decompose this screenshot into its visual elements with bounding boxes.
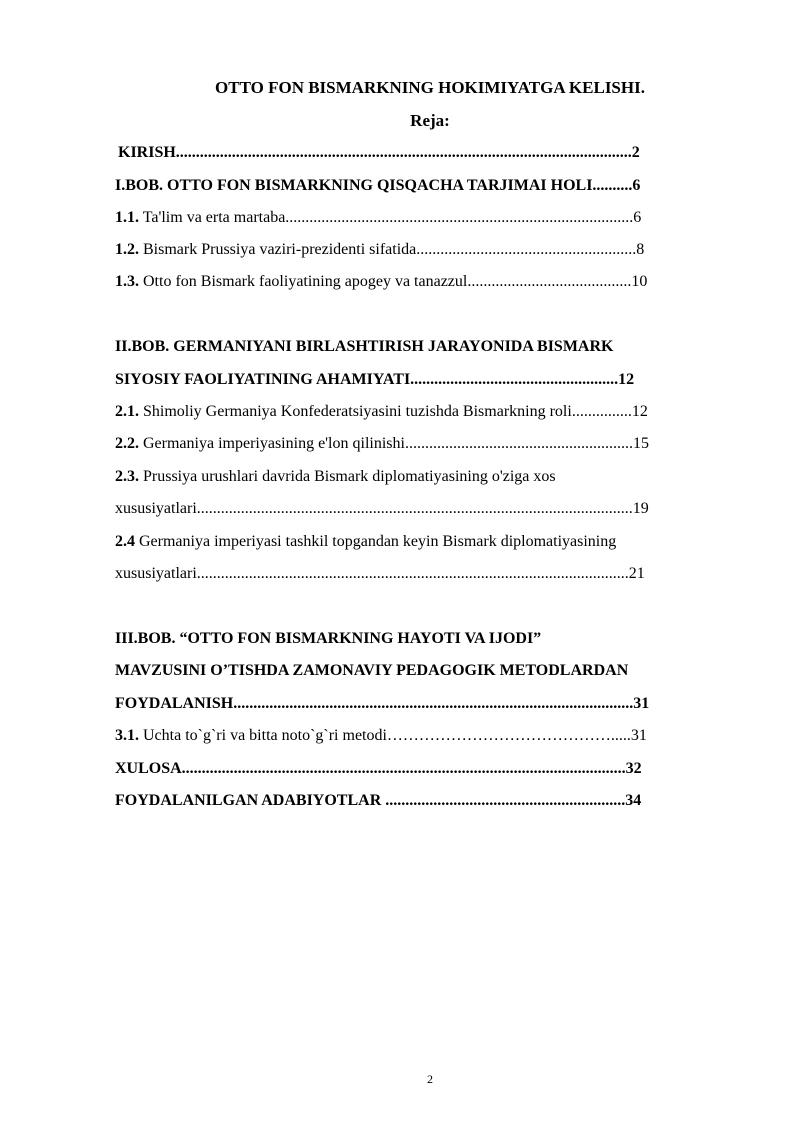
toc-entry-chapter-2-line-1: II.BOB. GERMANIYANI BIRLASHTIRISH JARAYONIDA BISMARK	[115, 338, 614, 355]
toc-entry-conclusion: XULOSA...............................................................................................................32	[115, 760, 642, 777]
toc-entry-3-1	[115, 724, 745, 748]
toc-entry-text: Bismark Prussiya vaziri-prezidenti sifatida.......................................................8	[139, 241, 645, 258]
toc-entry-number: 2.2.	[115, 435, 139, 452]
toc-entry-2-3-line-1	[115, 465, 745, 489]
toc-entry-chapter-3-line-1: III.BOB. “OTTO FON BISMARKNING HAYOTI VA IJODI”	[115, 630, 542, 647]
toc-entry-1-1	[115, 206, 745, 230]
toc-entry-2-4-line-1	[115, 530, 745, 554]
toc-entry-number: 1.2.	[115, 241, 139, 258]
toc-entry-bibliography: FOYDALANILGAN ADABIYOTLAR ............................................................34	[115, 792, 642, 809]
page-number: 2	[427, 1072, 433, 1086]
toc-entry-1-2	[115, 238, 745, 262]
toc-entry-1-3	[115, 270, 745, 294]
toc-entry-text: Ta'lim va erta martaba.......................................................................................6	[139, 209, 642, 226]
toc-entry-number: 2.1.	[115, 403, 139, 420]
toc-entry-text: Germaniya imperiyasi tashkil topgandan keyin Bismark diplomatiyasining	[135, 533, 617, 550]
toc-entry-text: Prussiya urushlari davrida Bismark diplomatiyasining o'ziga xos	[139, 468, 556, 485]
toc-entry-2-2	[115, 432, 745, 456]
toc-entry-chapter-2-line-2: SIYOSIY FAOLIYATINING AHAMIYATI....................................................12	[115, 371, 635, 388]
toc-entry-2-4-line-2: xususiyatlari............................................................................................................21	[115, 565, 645, 582]
toc-entry-text: Otto fon Bismark faoliyatining apogey va tanazzul.........................................10	[139, 273, 648, 290]
toc-entry-text: Shimoliy Germaniya Konfederatsiyasini tuzishda Bismarkning roli...............12	[139, 403, 648, 420]
toc-entry-chapter-3-line-2: MAVZUSINI O’TISHDA ZAMONAVIY PEDAGOGIK METODLARDAN	[115, 662, 629, 679]
plan-heading: Reja:	[410, 111, 450, 130]
toc-entry-number: 2.4	[115, 533, 135, 550]
toc-entry-kirish: KIRISH..................................................................................................................2	[118, 144, 640, 161]
toc-entry-number: 1.3.	[115, 273, 139, 290]
toc-entry-number: 3.1.	[115, 727, 139, 744]
toc-entry-chapter-1: I.BOB. OTTO FON BISMARKNING QISQACHA TARJIMAI HOLI..........6	[115, 177, 641, 194]
toc-entry-text: Uchta to`g`ri va bitta noto`g`ri metodi…………………………………….....31	[139, 727, 647, 744]
toc-entry-2-3-line-2: xususiyatlari.............................................................................................................19	[115, 500, 649, 517]
toc-entry-number: 2.3.	[115, 468, 139, 485]
toc-entry-chapter-3-line-3: FOYDALANISH....................................................................................................31	[115, 695, 650, 712]
toc-entry-number: 1.1.	[115, 209, 139, 226]
document-title: OTTO FON BISMARKNING HOKIMIYATGA KELISHI.	[215, 78, 645, 97]
toc-entry-text: Germaniya imperiyasining e'lon qilinishi.........................................................15	[139, 435, 649, 452]
toc-entry-2-1	[115, 400, 745, 424]
